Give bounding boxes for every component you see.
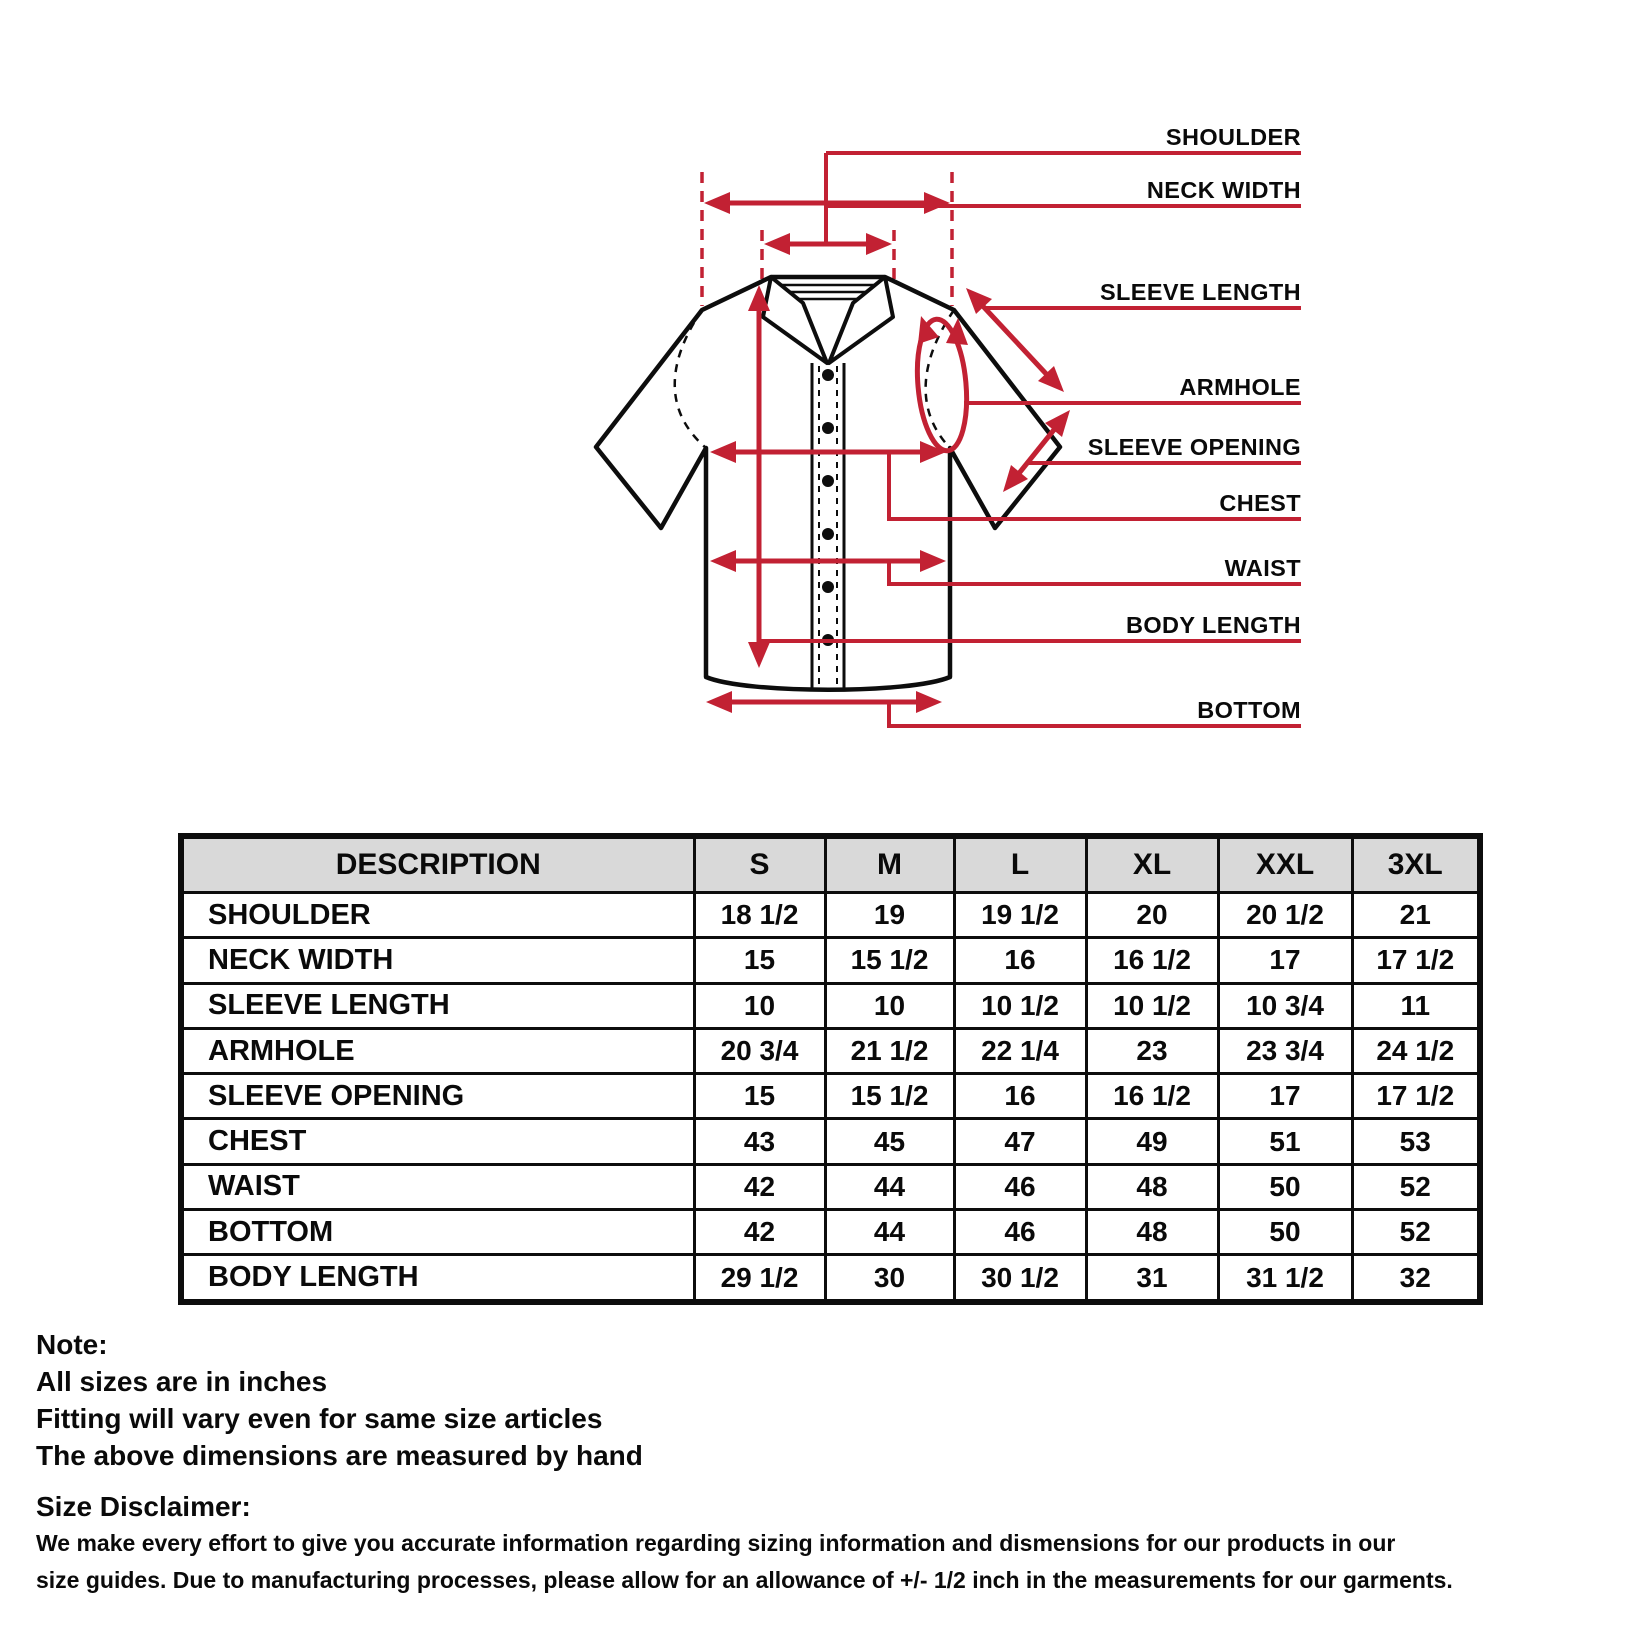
cell: 30 1/2 [954,1255,1086,1302]
cell: 44 [825,1210,954,1255]
label-bottom: BOTTOM [1197,697,1301,723]
header-description: DESCRIPTION [181,836,694,893]
header-size-m: M [825,836,954,893]
table-row [181,1074,1480,1119]
cell: 16 [954,938,1086,983]
cell: 32 [1352,1255,1480,1302]
cell: 24 1/2 [1352,1028,1480,1073]
table-row [181,893,1480,938]
cell: 20 [1086,893,1218,938]
cell: 21 1/2 [825,1028,954,1073]
cell: 30 [825,1255,954,1302]
cell: 10 1/2 [954,983,1086,1028]
row-label: BOTTOM [181,1210,694,1255]
cell: 51 [1218,1119,1352,1164]
row-label: BODY LENGTH [181,1255,694,1302]
cell: 18 1/2 [694,893,825,938]
diagram-labels [1088,124,1301,723]
cell: 42 [694,1164,825,1209]
cell: 22 1/4 [954,1028,1086,1073]
label-sleeve-length: SLEEVE LENGTH [1099,279,1301,305]
cell: 16 1/2 [1086,938,1218,983]
cell: 52 [1352,1210,1480,1255]
shirt-illustration [596,277,1060,690]
bottom-arrow [706,691,942,713]
cell: 50 [1218,1164,1352,1209]
cell: 48 [1086,1164,1218,1209]
cell: 52 [1352,1164,1480,1209]
cell: 46 [954,1164,1086,1209]
label-shoulder: SHOULDER [1165,124,1301,150]
table-row [181,1028,1480,1073]
row-label: NECK WIDTH [181,938,694,983]
cell: 15 1/2 [825,1074,954,1119]
cell: 16 [954,1074,1086,1119]
notes-title: Note: [36,1329,108,1360]
row-label: SLEEVE OPENING [181,1074,694,1119]
shirt-measurement-diagram [0,0,1650,810]
cell: 20 1/2 [1218,893,1352,938]
header-size-l: L [954,836,1086,893]
cell: 44 [825,1164,954,1209]
disclaimer-line-2: size guides. Due to manufacturing processes, please allow for an allowance of +/- 1/2 inch in the measurements for our garments. [36,1567,1453,1593]
cell: 31 [1086,1255,1218,1302]
row-label: SLEEVE LENGTH [181,983,694,1028]
cell: 15 1/2 [825,938,954,983]
cell: 43 [694,1119,825,1164]
cell: 23 3/4 [1218,1028,1352,1073]
cell: 10 [694,983,825,1028]
cell: 42 [694,1210,825,1255]
cell: 50 [1218,1210,1352,1255]
cell: 23 [1086,1028,1218,1073]
header-size-3xl: 3XL [1352,836,1480,893]
disclaimer-title: Size Disclaimer: [36,1491,251,1522]
note-line-1: All sizes are in inches [36,1366,328,1397]
cell: 29 1/2 [694,1255,825,1302]
cell: 15 [694,1074,825,1119]
label-body-length: BODY LENGTH [1125,612,1301,638]
table-row [181,1255,1480,1302]
cell: 17 1/2 [1352,938,1480,983]
notes-section [36,1326,643,1474]
row-label: ARMHOLE [181,1028,694,1073]
cell: 17 [1218,938,1352,983]
note-line-2: Fitting will vary even for same size articles [36,1403,603,1434]
cell: 16 1/2 [1086,1074,1218,1119]
cell: 19 1/2 [954,893,1086,938]
header-size-s: S [694,836,825,893]
cell: 19 [825,893,954,938]
table-row [181,1119,1480,1164]
row-label: WAIST [181,1164,694,1209]
table-header-row [181,836,1480,893]
table-row [181,1210,1480,1255]
size-table [178,833,1483,1305]
header-size-xxl: XXL [1218,836,1352,893]
cell: 21 [1352,893,1480,938]
cell: 48 [1086,1210,1218,1255]
cell: 49 [1086,1119,1218,1164]
label-sleeve-opening: SLEEVE OPENING [1087,434,1301,460]
cell: 20 3/4 [694,1028,825,1073]
cell: 15 [694,938,825,983]
table-row [181,938,1480,983]
header-size-xl: XL [1086,836,1218,893]
cell: 31 1/2 [1218,1255,1352,1302]
label-armhole: ARMHOLE [1179,374,1301,400]
disclaimer-section [36,1488,1453,1599]
cell: 47 [954,1119,1086,1164]
cell: 10 1/2 [1086,983,1218,1028]
size-table-section [178,833,1477,1305]
disclaimer-line-1: We make every effort to give you accurate information regarding sizing information and dismensions for our products in our [36,1530,1396,1556]
label-chest: CHEST [1219,490,1301,516]
cell: 45 [825,1119,954,1164]
row-label: CHEST [181,1119,694,1164]
cell: 17 1/2 [1352,1074,1480,1119]
label-waist: WAIST [1224,555,1301,581]
cell: 46 [954,1210,1086,1255]
cell: 11 [1352,983,1480,1028]
cell: 10 3/4 [1218,983,1352,1028]
cell: 53 [1352,1119,1480,1164]
label-neck-width: NECK WIDTH [1146,177,1301,203]
row-label: SHOULDER [181,893,694,938]
table-row [181,1164,1480,1209]
cell: 10 [825,983,954,1028]
cell: 17 [1218,1074,1352,1119]
note-line-3: The above dimensions are measured by hand [36,1440,643,1471]
table-row [181,983,1480,1028]
